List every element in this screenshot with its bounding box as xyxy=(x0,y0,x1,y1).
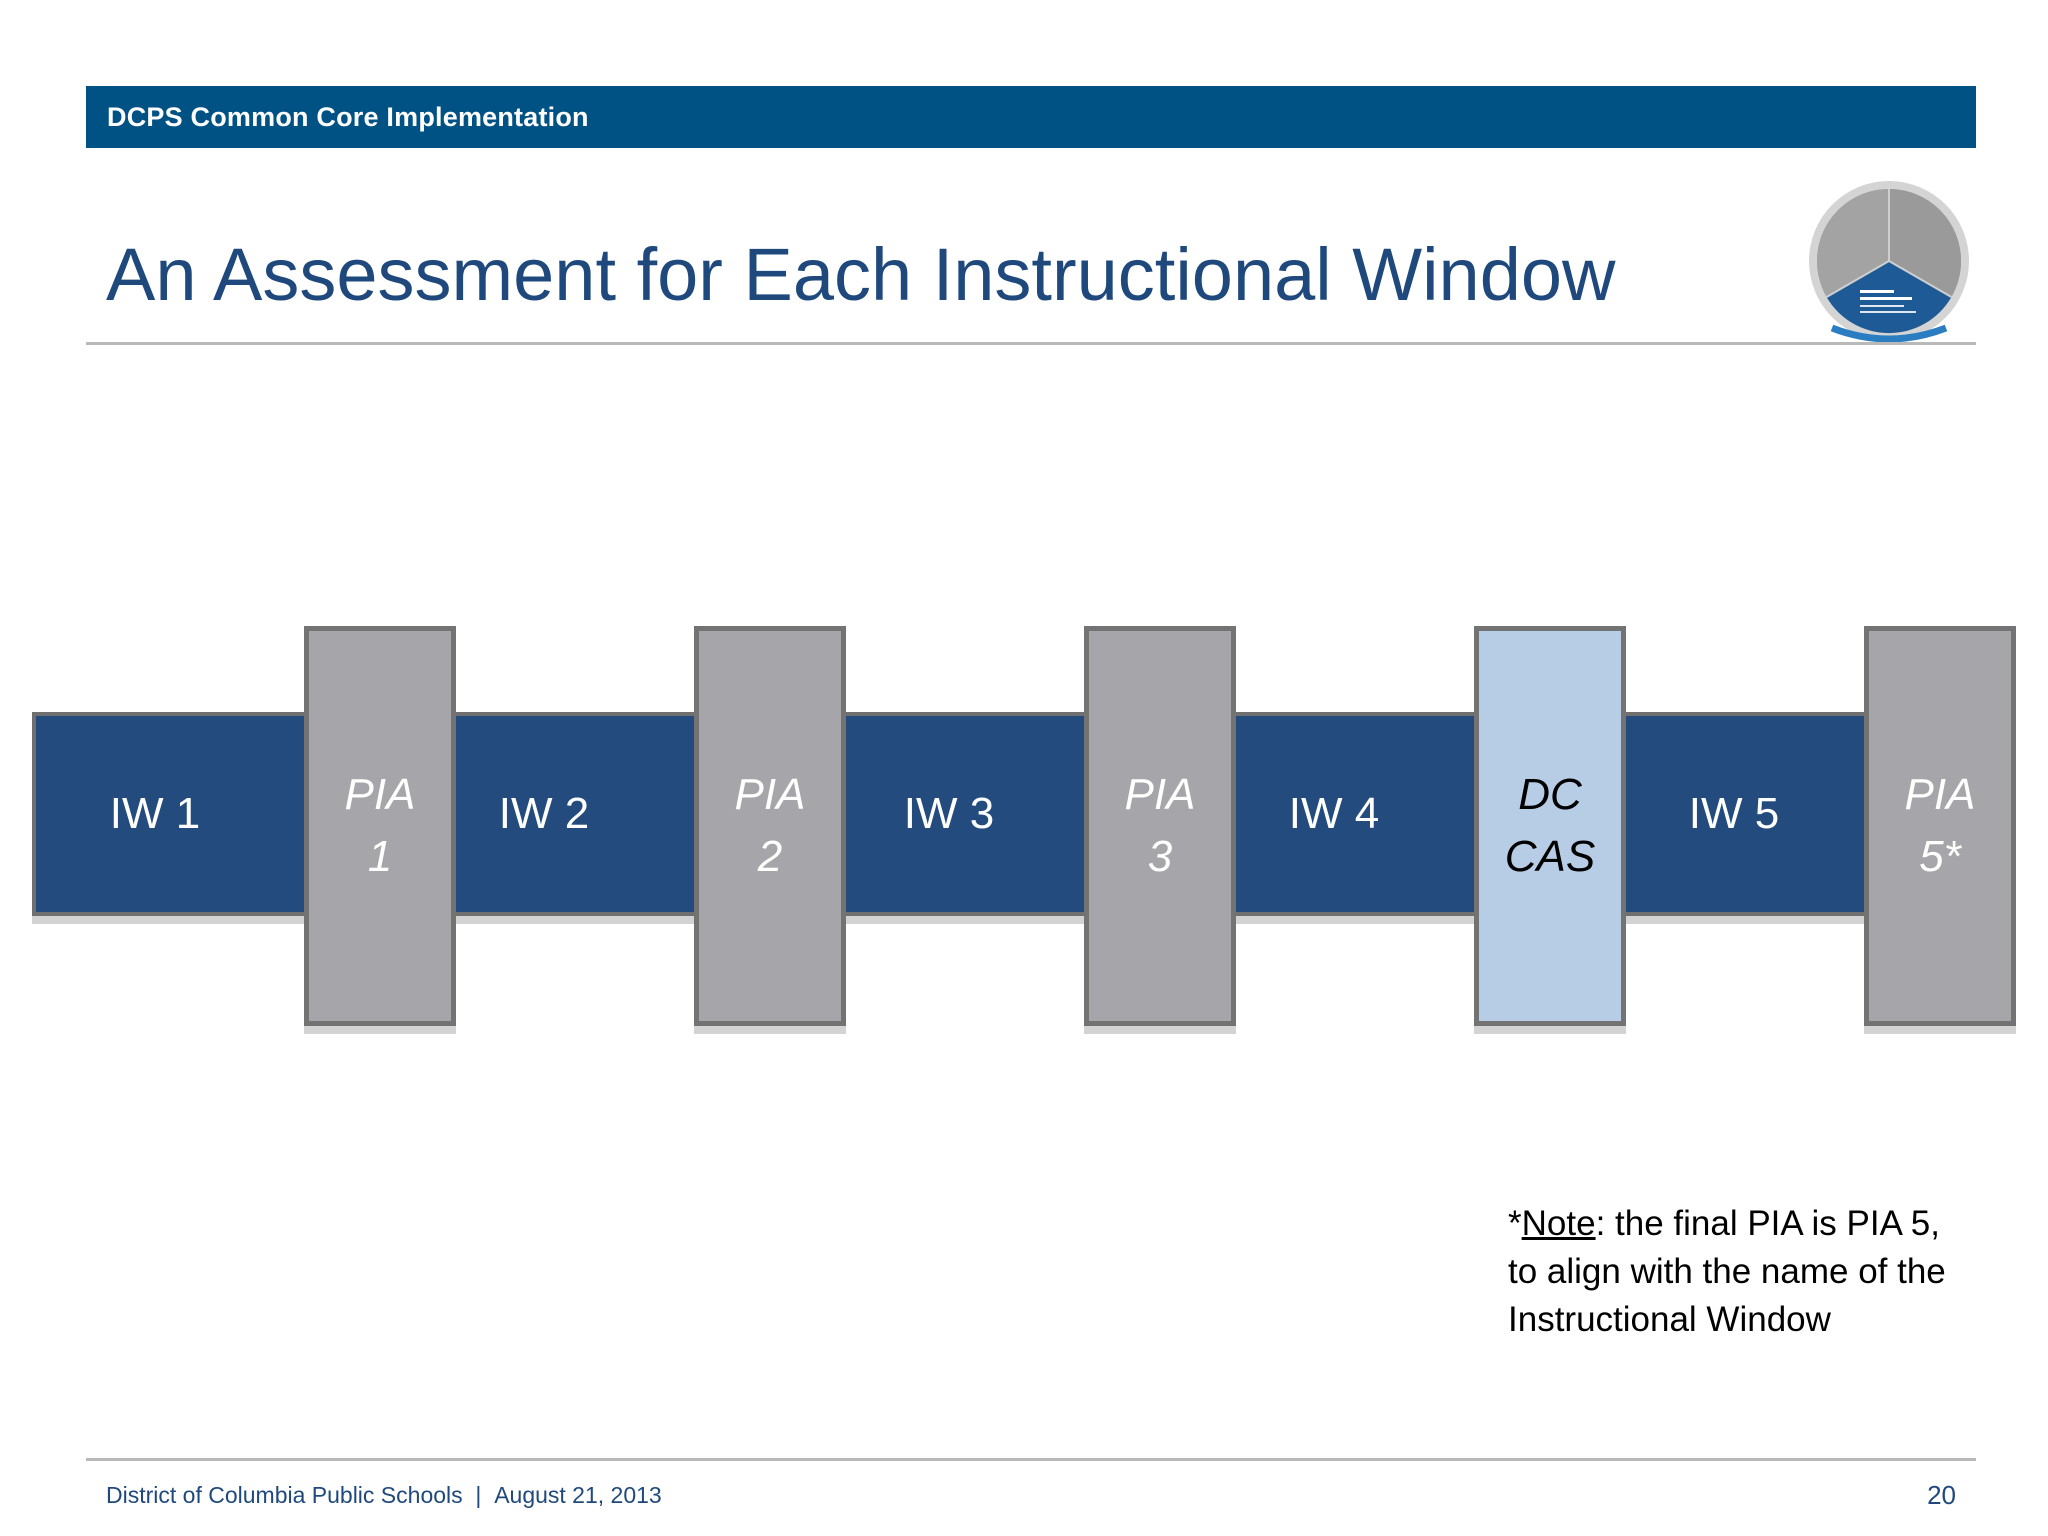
footnote: *Note: the final PIA is PIA 5, to align with the name of the Instructional Window xyxy=(1508,1204,1946,1339)
assessment-dc-cas xyxy=(1474,626,1626,1026)
wheel-logo-icon xyxy=(1802,178,1976,344)
footer-org: District of Columbia Public Schools xyxy=(106,1482,463,1508)
title-divider xyxy=(86,342,1976,345)
window-label: IW 3 xyxy=(903,789,995,838)
header-bar xyxy=(86,86,1976,148)
slide-title: An Assessment for Each Instructional Window xyxy=(106,233,1616,316)
page-number: 20 xyxy=(1927,1480,1956,1510)
instructional-window-4 xyxy=(1230,712,1478,916)
instructional-window-1 xyxy=(32,712,308,916)
effectiveness-wheel-logo xyxy=(1802,178,1976,344)
assessment-pia-5 xyxy=(1864,626,2016,1026)
instructional-window-3 xyxy=(840,712,1088,916)
assessment-label: PIA 1 xyxy=(344,770,416,881)
window-label: IW 1 xyxy=(109,789,201,838)
footer-org-date xyxy=(106,1482,662,1509)
assessment-label: PIA 2 xyxy=(734,770,806,881)
header-text: DCPS Common Core Implementation xyxy=(107,101,589,132)
assessment-pia-2 xyxy=(694,626,846,1026)
window-label: IW 4 xyxy=(1288,789,1380,838)
note-label: Note xyxy=(1521,1204,1596,1243)
assessment-pia-1 xyxy=(304,626,456,1026)
window-label: IW 2 xyxy=(498,789,590,838)
footer-separator: | xyxy=(475,1482,482,1508)
assessment-pia-3 xyxy=(1084,626,1236,1026)
assessment-label: PIA 5* xyxy=(1904,770,1976,881)
window-label: IW 5 xyxy=(1688,789,1780,838)
instructional-window-5 xyxy=(1620,712,1868,916)
instructional-window-2 xyxy=(450,712,698,916)
assessment-label: PIA 3 xyxy=(1124,770,1196,881)
assessment-label: DC CAS xyxy=(1504,770,1596,881)
footer-date: August 21, 2013 xyxy=(494,1482,662,1508)
footer-divider xyxy=(86,1458,1976,1461)
